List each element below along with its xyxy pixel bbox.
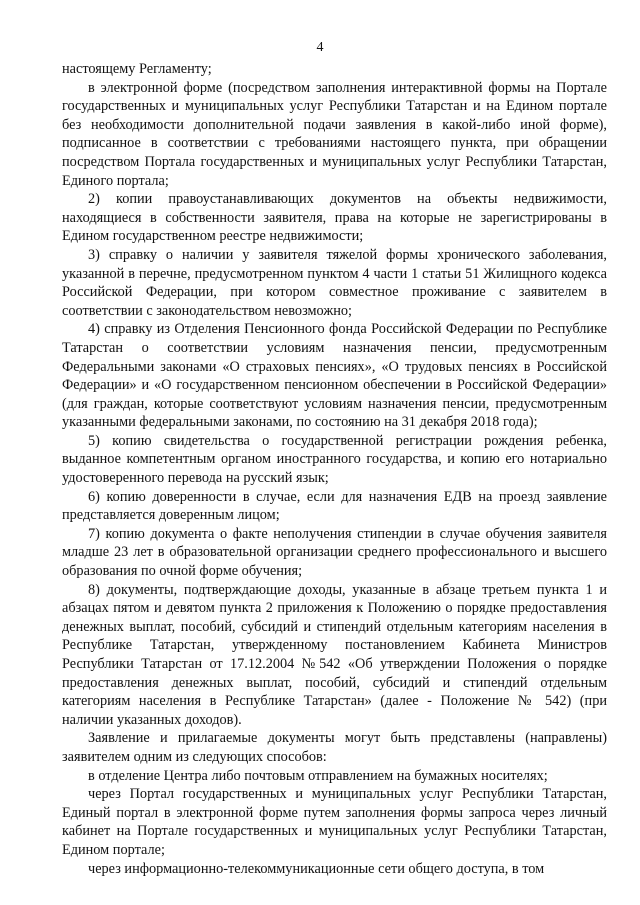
paragraph-submission-methods: Заявление и прилагаемые документы могут быть представлены (направлены) заявителем одним из следующих способов: <box>62 730 607 765</box>
paragraph-continuation: настоящему Регламенту; <box>62 61 212 77</box>
document-body <box>62 60 607 878</box>
paragraph-electronic-form: в электронной форме (посредством заполнения интерактивной формы на Портале государственных и муниципальных услуг Республики Татарстан и на Едином портале без необходимости дополнительной подачи заявления в какой-либо иной форме), подписанное в соответствии с требованиями настоящего пункта, при обращении посредством Портала государственных и муниципальных услуг Республики Татарстан, Единого портала; <box>62 79 607 189</box>
paragraph-item-5: 5) копию свидетельства о государственной регистрации рождения ребенка, выданное компетентным органом иностранного государства, и копию его нотариально удостоверенного перевода на русский язык; <box>62 432 607 487</box>
paragraph-method-portal: через Портал государственных и муниципальных услуг Республики Татарстан, Единый портал в электронной форме путем заполнения формы запроса через личный кабинет на Портале государственных и муниципальных услуг Республики Татарстан, Едином портале; <box>62 786 607 858</box>
paragraph-item-3: 3) справку о наличии у заявителя тяжелой формы хронического заболевания, указанной в перечне, предусмотренном пунктом 4 части 1 статьи 51 Жилищного кодекса Российской Федерации, при котором совместное проживание с заявителем в соответствии с законодательством невозможно; <box>62 246 607 319</box>
paragraph-item-2: 2) копии правоустанавливающих документов на объекты недвижимости, находящиеся в собственности заявителя, права на которые не зарегистрированы в Едином государственном реестре недвижимости; <box>62 191 607 245</box>
paragraph-item-7: 7) копию документа о факте неполучения стипендии в случае обучения заявителя младше 23 лет в образовательной организации среднего профессионального и высшего образования по очной форме обучения; <box>62 525 607 580</box>
paragraph-method-networks: через информационно-телекоммуникационные сети общего доступа, в том <box>88 860 545 877</box>
paragraph-item-8: 8) документы, подтверждающие доходы, указанные в абзаце третьем пункта 1 и абзацах пятом и девятом пункта 2 приложения к Положению о порядке предоставления денежных выплат, пособий, субсидий и стипендий отдельным категориям населения в Республике Татарстан, утвержденному постановлением Кабинета Министров Республики Татарстан от 17.12.2004 №542 «Об утверждении Положения о порядке предоставления денежных выплат, пособий, субсидий и стипендий отдельным категориям населения в Республике Татарстан» (далее - Положение № 542) (при наличии указанных доходов). <box>62 581 607 728</box>
paragraph-item-4: 4) справку из Отделения Пенсионного фонда Российской Федерации по Республике Татарстан о соответствии условиям назначения пенсии, предусмотренным Федеральными законами «О страховых пенсиях», «О трудовых пенсиях в Российской Федерации» и «О государственном пенсионном обеспечении в Российской Федерации» (для граждан, которые соответствуют условиям назначения пенсии, предусмотренным указанными федеральными законами, по состоянию на 31 декабря 2018 года); <box>62 321 607 431</box>
paragraph-method-center: в отделение Центра либо почтовым отправлением на бумажных носителях; <box>88 767 548 784</box>
page-number: 4 <box>316 40 324 55</box>
paragraph-item-6: 6) копию доверенности в случае, если для назначения ЕДВ на проезд заявление представляется доверенным лицом; <box>62 488 607 524</box>
